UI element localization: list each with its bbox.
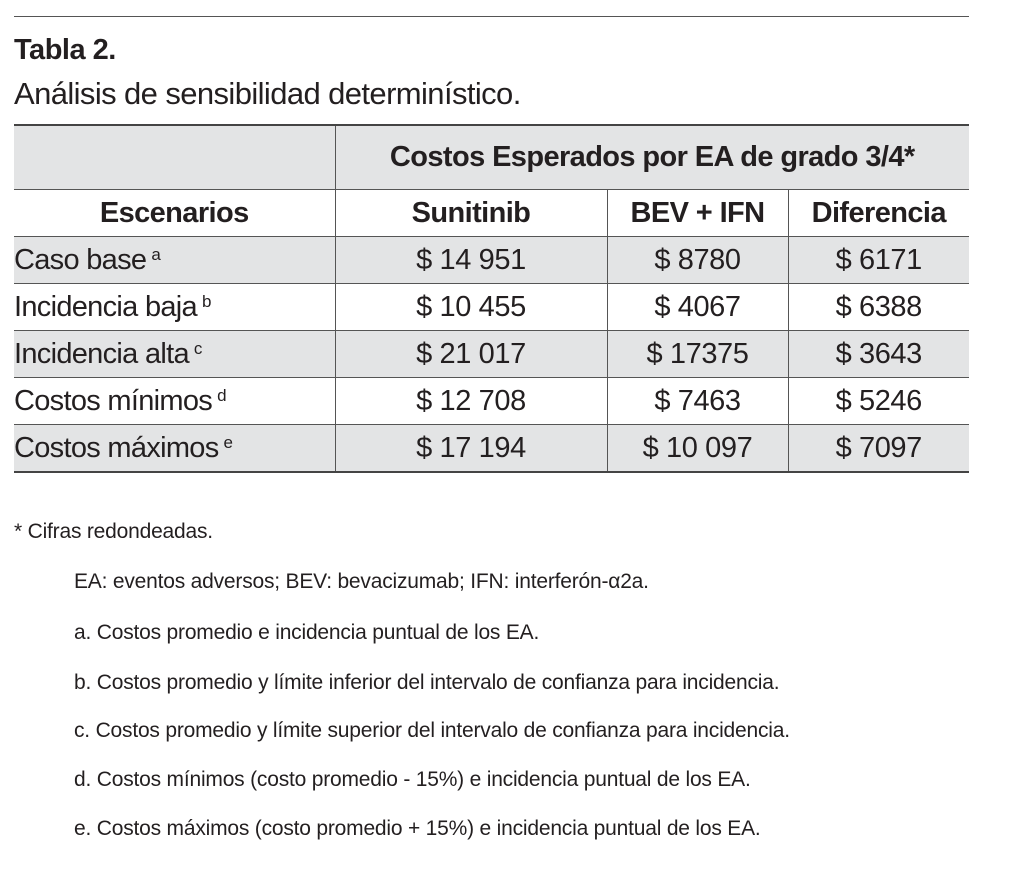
footnote-e: e. Costos máximos (costo promedio + 15%) e incidencia puntual de los EA. [74, 817, 761, 840]
table-row [14, 425, 969, 473]
column-header-escenarios: Escenarios [14, 190, 335, 237]
sunitinib-cell: $ 10 455 [335, 284, 607, 331]
sunitinib-cell: $ 17 194 [335, 425, 607, 473]
table-group-header-row [14, 125, 969, 190]
scenario-label: Costos máximos [14, 431, 219, 464]
scenario-cell [14, 378, 335, 425]
footnote-b: b. Costos promedio y límite inferior del intervalo de confianza para incidencia. [74, 671, 780, 694]
footnote-rounded: * Cifras redondeadas. [14, 520, 213, 543]
scenario-cell [14, 237, 335, 284]
table-row [14, 331, 969, 378]
footnote-marker: c [193, 338, 202, 358]
bev-ifn-cell: $ 7463 [607, 378, 788, 425]
bev-ifn-cell: $ 4067 [607, 284, 788, 331]
footnote-abbreviations: EA: eventos adversos; BEV: bevacizumab; IFN: interferón-α2a. [74, 570, 649, 593]
column-header-bev-ifn: BEV + IFN [607, 190, 788, 237]
footnote-a: a. Costos promedio e incidencia puntual de los EA. [74, 621, 540, 644]
group-header-costos-esperados: Costos Esperados por EA de grado 3/4* [335, 125, 969, 190]
footnote-marker: d [217, 385, 226, 405]
sunitinib-cell: $ 21 017 [335, 331, 607, 378]
top-rule [14, 16, 969, 17]
scenario-cell [14, 284, 335, 331]
table-row [14, 284, 969, 331]
footnote-marker: a [151, 244, 161, 264]
table-row [14, 237, 969, 284]
footnote-d: d. Costos mínimos (costo promedio - 15%) e incidencia puntual de los EA. [74, 768, 751, 791]
column-header-diferencia: Diferencia [788, 190, 969, 237]
bev-ifn-cell: $ 10 097 [607, 425, 788, 473]
bev-ifn-cell: $ 17375 [607, 331, 788, 378]
empty-header-cell [14, 125, 335, 190]
scenario-cell [14, 425, 335, 473]
footnote-marker: b [201, 291, 211, 311]
table-header-row [14, 190, 969, 237]
diferencia-cell: $ 6171 [788, 237, 969, 284]
scenario-label: Costos mínimos [14, 384, 213, 417]
diferencia-cell: $ 7097 [788, 425, 969, 473]
diferencia-cell: $ 5246 [788, 378, 969, 425]
diferencia-cell: $ 3643 [788, 331, 969, 378]
table-row [14, 378, 969, 425]
table-label: Tabla 2. [14, 34, 116, 66]
scenario-label: Incidencia baja [14, 290, 197, 323]
diferencia-cell: $ 6388 [788, 284, 969, 331]
scenario-label: Incidencia alta [14, 337, 189, 370]
footnote-c: c. Costos promedio y límite superior del intervalo de confianza para incidencia. [74, 719, 790, 742]
scenario-label: Caso base [14, 243, 147, 276]
sensitivity-table [14, 124, 969, 473]
table-title: Análisis de sensibilidad determinístico. [14, 76, 521, 111]
column-header-sunitinib: Sunitinib [335, 190, 607, 237]
bev-ifn-cell: $ 8780 [607, 237, 788, 284]
sunitinib-cell: $ 14 951 [335, 237, 607, 284]
scenario-cell [14, 331, 335, 378]
footnote-marker: e [223, 432, 233, 452]
sunitinib-cell: $ 12 708 [335, 378, 607, 425]
